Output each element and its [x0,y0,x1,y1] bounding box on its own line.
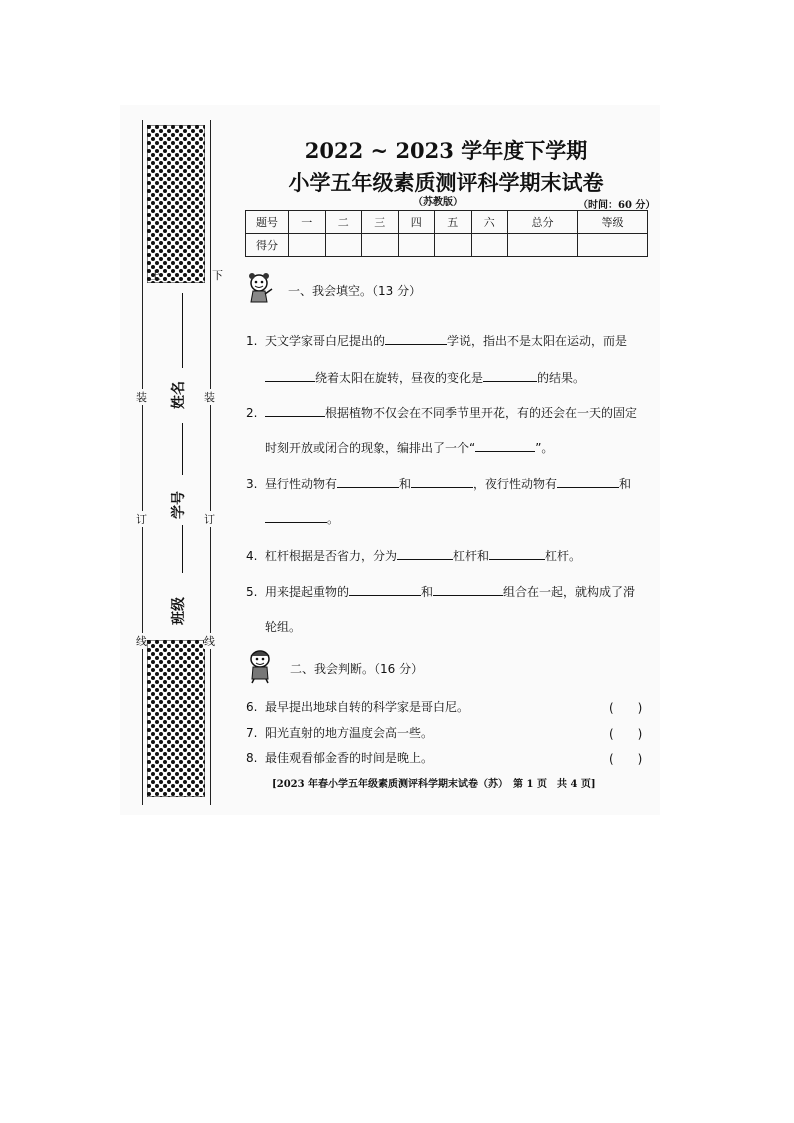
answer-blank[interactable] [475,439,535,452]
binding-char-ding-right: 订 [204,513,215,526]
score-cell[interactable] [508,234,578,257]
question-5-line1 [246,583,656,600]
exam-title-line2: 小学五年级素质测评科学期末试卷 [288,170,604,195]
score-table [245,210,648,257]
question-number: 7. [246,726,258,740]
time-label: （时间：60 分） [578,200,656,211]
class-line [182,525,183,573]
question-text: ”。 [535,441,554,455]
judgment-answer-box[interactable]: ( ) [609,727,643,741]
question-text: 的结果。 [537,371,586,385]
answer-blank[interactable] [265,510,327,523]
score-header-cell: 六 [471,211,508,234]
score-header-cell: 二 [325,211,362,234]
question-number: 2. [246,406,258,420]
score-header-cell: 总分 [508,211,578,234]
question-2-line2 [265,439,675,456]
binding-char-zhuang-left: 装 [136,391,147,404]
answer-blank[interactable] [411,475,473,488]
score-cell[interactable] [471,234,508,257]
score-header-cell: 五 [435,211,472,234]
question-text: 和 [619,477,632,491]
answer-blank[interactable] [489,547,545,560]
answer-blank[interactable] [397,547,453,560]
score-header-cell: 等级 [577,211,647,234]
question-text: 和 [399,477,412,491]
answer-blank[interactable] [557,475,619,488]
mascot-boy-icon [245,648,277,688]
question-text: 杠杆和 [453,549,490,563]
score-cell[interactable] [289,234,326,257]
page-footer: [2023 年春小学五年级素质测评科学期末试卷（苏） 第 1 页 共 4 页] [272,779,596,790]
score-row-label: 得分 [246,234,289,257]
question-text: 和 [421,585,434,599]
section1-title: 一、我会填空。（13 分） [288,284,422,298]
score-cell[interactable] [325,234,362,257]
answer-blank[interactable] [265,404,325,417]
name-field[interactable] [168,293,190,413]
binding-char-xian-right: 线 [204,635,215,648]
question-3-line1 [246,475,656,492]
question-1-line2 [265,369,675,386]
binding-char-ding-left: 订 [136,513,147,526]
answer-blank[interactable] [433,583,503,596]
question-text: 学说，指出不是太阳在运动，而是 [447,334,628,348]
exam-sheet [120,105,660,815]
judgment-answer-box[interactable]: ( ) [609,752,643,766]
question-text: 最佳观看郁金香的时间是晚上。 [265,751,434,765]
question-text: 杠杆根据是否省力，分为 [265,549,398,563]
judgment-answer-box[interactable]: ( ) [609,701,643,715]
question-text: 阳光直射的地方温度会高一些。 [265,726,434,740]
question-text: 最早提出地球自转的科学家是哥白尼。 [265,700,470,714]
student-number-line [182,423,183,475]
section2-title: 二、我会判断。（16 分） [290,662,424,676]
question-1-line1 [246,332,656,349]
score-header-cell: 题号 [246,211,289,234]
binding-char-zhuang-right: 装 [204,391,215,404]
question-text: 根据植物不仅会在不同季节里开花，有的还会在一天的固定 [325,406,638,420]
score-cell[interactable] [577,234,647,257]
question-2-line1 [246,404,656,421]
question-3-line2 [265,510,675,527]
answer-blank[interactable] [349,583,421,596]
question-text: 昼行性动物有 [265,477,338,491]
question-text: 天文学家哥白尼提出的 [265,334,386,348]
question-8 [246,750,656,766]
score-header-cell: 三 [362,211,399,234]
question-number: 1. [246,334,258,348]
answer-blank[interactable] [483,369,537,382]
question-text: 。 [327,512,340,526]
checker-pattern-top [147,125,205,283]
name-line [182,293,183,368]
question-5-line2 [265,619,675,635]
student-number-label: 学号 [171,491,187,519]
class-label: 班级 [171,597,187,625]
score-cell[interactable] [398,234,435,257]
score-cell[interactable] [362,234,399,257]
question-number: 5. [246,585,258,599]
exam-title-line1: 2022 ~ 2023 学年度下学期 [304,138,588,163]
answer-blank[interactable] [337,475,399,488]
question-7 [246,725,656,741]
binding-char-top-right: 下 [212,269,223,282]
binding-line-left [142,120,143,805]
answer-blank[interactable] [385,332,447,345]
question-text: 轮组。 [265,620,302,634]
binding-char-xian-left: 线 [136,635,147,648]
score-header-cell: 一 [289,211,326,234]
question-number: 6. [246,700,258,714]
question-text: 绕着太阳在旋转，昼夜的变化是 [315,371,484,385]
binding-margin [120,105,232,815]
score-cell[interactable] [435,234,472,257]
score-table-header-row [246,211,648,234]
question-number: 3. [246,477,258,491]
question-text: 组合在一起，就构成了滑 [503,585,636,599]
question-number: 4. [246,549,258,563]
binding-line-right [210,120,211,805]
edition-label: （苏教版） [413,197,463,208]
score-table-score-row [246,234,648,257]
score-header-cell: 四 [398,211,435,234]
checker-pattern-bottom [147,640,205,797]
student-number-field[interactable] [168,423,190,533]
question-text: 时刻开放或闭合的现象，编排出了一个“ [265,441,476,455]
class-field[interactable] [168,525,190,635]
answer-blank[interactable] [265,369,315,382]
question-text: ，夜行性动物有 [473,477,558,491]
mascot-girl-icon [245,272,275,310]
name-label: 姓名 [171,381,187,409]
question-4 [246,547,656,564]
question-number: 8. [246,751,258,765]
question-text: 杠杆。 [545,549,582,563]
question-6 [246,699,656,715]
binding-char-top-left: 上 [150,269,161,282]
question-text: 用来提起重物的 [265,585,350,599]
